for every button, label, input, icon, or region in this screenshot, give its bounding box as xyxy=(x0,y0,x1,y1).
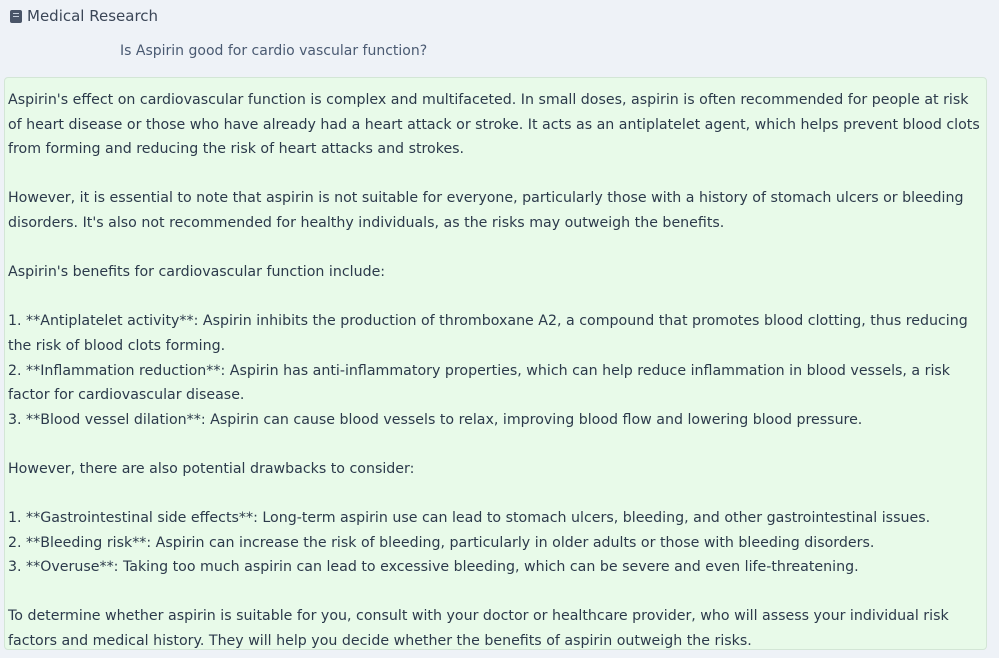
notebook-icon xyxy=(10,10,22,23)
benefits-heading: Aspirin's benefits for cardiovascular function include: xyxy=(8,264,386,281)
list-item: 3. **Blood vessel dilation**: Aspirin can cause blood vessels to relax, improving blood flow and lowering blood pressure. xyxy=(8,411,863,428)
response-intro: Aspirin's effect on cardiovascular function is complex and multifaceted. In small doses, aspirin is often recommended for people at risk of heart disease or those who have already had a heart attack or stroke. It acts as an antiplatelet agent, which helps prevent blood clots from forming and reducing the risk of heart attacks and strokes. xyxy=(8,92,980,158)
app-header xyxy=(10,5,158,27)
drawbacks-heading: However, there are also potential drawbacks to consider: xyxy=(8,460,415,477)
list-item: 1. **Gastrointestinal side effects**: Long-term aspirin use can lead to stomach ulcers, bleeding, and other gastrointestinal issues. xyxy=(8,510,931,527)
benefits-list xyxy=(8,309,986,432)
list-item: 2. **Bleeding risk**: Aspirin can increase the risk of bleeding, particularly in older adults or those with bleeding disorders. xyxy=(8,534,875,551)
list-item: 3. **Overuse**: Taking too much aspirin can lead to excessive bleeding, which can be severe and even life-threatening. xyxy=(8,559,859,576)
assistant-response xyxy=(4,77,987,650)
user-question: Is Aspirin good for cardio vascular function? xyxy=(120,43,428,59)
list-item: 2. **Inflammation reduction**: Aspirin has anti-inflammatory properties, which can help reduce inflammation in blood vessels, a risk factor for cardiovascular disease. xyxy=(8,362,951,404)
app-title: Medical Research xyxy=(27,7,159,25)
response-conclusion: To determine whether aspirin is suitable for you, consult with your doctor or healthcare provider, who will assess your individual risk factors and medical history. They will help you decide whether the benefits of aspirin outweigh the risks. xyxy=(8,608,949,650)
list-item: 1. **Antiplatelet activity**: Aspirin inhibits the production of thromboxane A2, a compound that promotes blood clotting, thus reducing the risk of blood clots forming. xyxy=(8,313,968,354)
drawbacks-list xyxy=(8,506,986,580)
response-caution: However, it is essential to note that aspirin is not suitable for everyone, particularly those with a history of stomach ulcers or bleeding disorders. It's also not recommended for healthy individuals, as the risks may outweigh the benefits. xyxy=(8,190,964,231)
